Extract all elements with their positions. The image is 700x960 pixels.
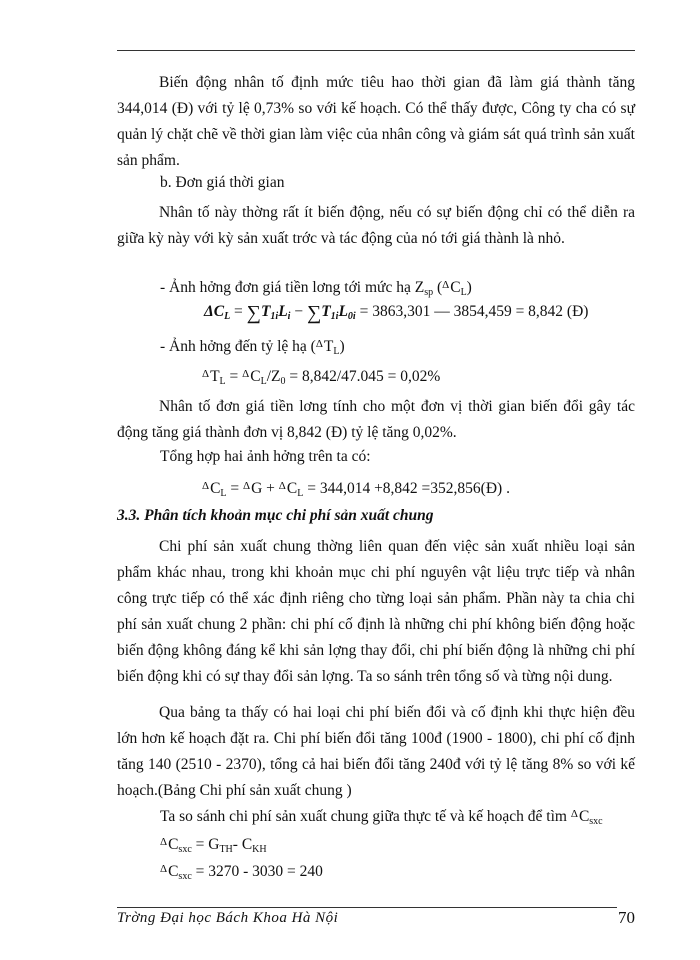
bullet-wage-effect: - Ảnh hởng đơn giá tiền lơng tới mức hạ $Z_{sp}$ $(^\Delta C_L)$ <box>160 279 472 298</box>
footer-university: Trờng Đại học Bách Khoa Hà Nội <box>117 910 339 926</box>
page-number: 70 <box>618 908 635 927</box>
subheading-b: b. Đơn giá thời gian <box>160 174 285 191</box>
formula-delta-tl: $^\Delta T_L = ^\Delta C_L/Z_0 = 8,842/47.045 = 0,02\%$ <box>202 368 441 387</box>
paragraph-5: Qua bảng ta thấy có hai loại chi phí biến đổi và cố định khi thực hiện đều lớn hơn kế hoạch đặt ra. Chi phí biến đổi tăng 100đ (1900 - 1800), chi phí cố định tăng 140 (2510 - 2370), tổng cả hai biến đổi tăng 240đ với tỷ lệ tăng 8% so với kế hoạch.(Bảng Chi phí sản xuất chung ) <box>117 704 635 799</box>
paragraph-2: Nhân tố này thờng rất ít biến động, nếu có sự biến động chỉ có thể diễn ra giữa kỳ này với kỳ sản xuất trớc và tác động của nó tới giá thành là nhỏ. <box>117 204 635 247</box>
formula-csxc-value: $^\Delta C_{sxc} = 3270 - 3030 = 240$ <box>160 863 323 882</box>
compare-line: Ta so sánh chi phí sản xuất chung giữa thực tế và kế hoạch để tìm $^\Delta C_{sxc}$ <box>160 808 603 827</box>
paragraph-4: Chi phí sản xuất chung thờng liên quan đến việc sản xuất nhiều loại sản phẩm khác nhau, trong khi khoản mục chi phí nguyên vật liệu trực tiếp và nhân công trực tiếp có thể xác định riêng cho từng loại sản phẩm. Phần này ta chia chi phí sản xuất chung 2 phần: chi phí cố định là những chi phí không biến động hoặc biến động không đáng kể khi sản lợng thay đổi, chi phí biến động là những chi phí biến động khi có sự thay đổi sản lợng. Ta so sánh trên tổng số và từng nội dung. <box>117 538 635 685</box>
paragraph-3: Nhân tố đơn giá tiền lơng tính cho một đơn vị thời gian biến đổi gây tác động tăng giá thành đơn vị 8,842 (Đ) tỷ lệ tăng 0,02%. <box>117 398 635 441</box>
summary-line: Tổng hợp hai ảnh hởng trên ta có: <box>160 448 371 465</box>
formula-csxc-def: $^\Delta C_{sxc} = G_{TH}-$ $C_{KH}$ <box>160 836 267 855</box>
formula-delta-cl: $\Delta C_L = \sum T_{1i}L_i - \sum T_{1i}L_{0i} = 3863,301$ — 3854,459 = 8,842 (Đ) <box>204 302 589 324</box>
bullet-rate-effect: - Ảnh hởng đến tỷ lệ hạ $(^\Delta T_L)$ <box>160 338 345 357</box>
footer-rule <box>117 907 617 908</box>
paragraph-1: Biến động nhân tố định mức tiêu hao thời gian đã làm giá thành tăng 344,014 (Đ) với tỷ lệ 0,73% so với kế hoạch. Có thể thấy được, Công ty cha có sự quản lý chặt chẽ về thời gian làm việc của nhân công và giám sát quá trình sản xuất sản phẩm. <box>117 74 635 169</box>
formula-total: $^\Delta C_L = ^\Delta G + ^\Delta C_L = 344,014 +8,842$ =352,856(Đ) . <box>202 480 510 499</box>
header-rule <box>117 50 635 51</box>
section-heading: 3.3. Phân tích khoản mục chi phí sản xuất chung <box>117 507 434 524</box>
